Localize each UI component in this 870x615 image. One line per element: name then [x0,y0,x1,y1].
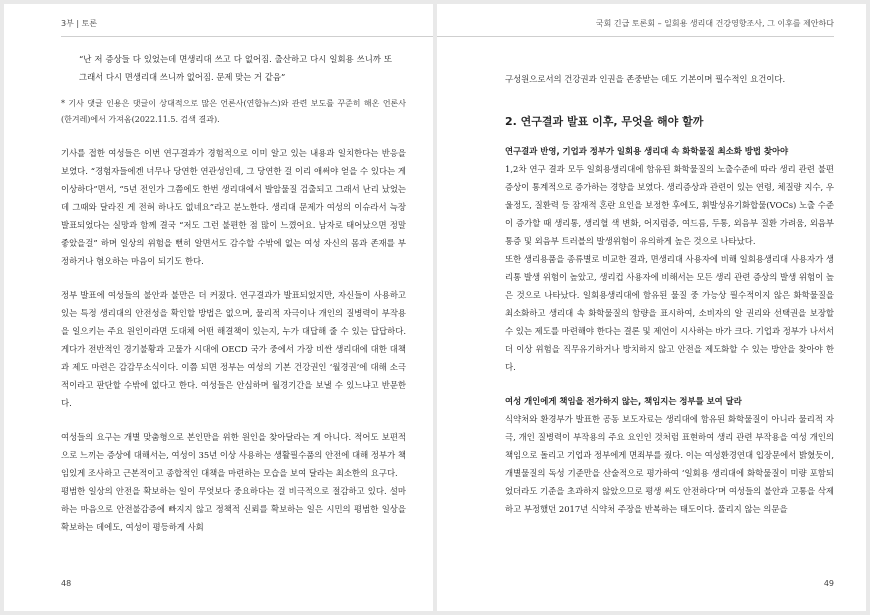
body-paragraph: 평범한 일상의 안전을 확보하는 일이 무엇보다 중요하다는 걸 비극적으로 절감하고 있다. 설마 하는 마음으로 안전불감증에 빠지지 않고 정책적 신뢰를 확보하는 일은 시민의 평범한 일상을 확보하는 데에도, 여성이 평등하게 사회 [61,486,406,532]
body-paragraph: 구성원으로서의 건강권과 인권을 존중받는 데도 기본이며 필수적인 요건이다. [505,74,786,84]
page-header: 3부 | 토론 [61,19,98,28]
body-paragraph: 정부 발표에 여성들의 불안과 불만은 더 커졌다. 연구결과가 발표되었지만, 자신들이 사용하고 있는 특정 생리대의 안전성을 확인할 방법은 없으며, 물리적 자극이나 개인의 질병력이 부작용을 일으키는 주요 원인이라면 도대체 어떤 해결책이 있는지, 누가 대답해 줄 수 있는 답답하다. 게다가 전반적인 경기불황과 고물가 시대에 OECD 국가 중에서 가장 비싼 생리대에 대한 대책과 제도 마련은 감감무소식이다. 이쯤 되면 정부는 여성의 기본 건강권인 ‘월경권’에 대해 소극적이라고 판단할 수밖에 없다고 한다. 여성들은 안심하며 월경기간을 보낼 수 있느냐고 반문한다. [61,290,406,408]
body-paragraph: 기사를 접한 여성들은 이번 연구결과가 경험적으로 이미 알고 있는 내용과 일치한다는 반응을 보였다. “경험자들에겐 너무나 당연한 연관성인데, 그 당연한 걸 이리 애써야 얻을 수 있다는 게 이상하다”면서, “5년 전인가 그쯤에도 한번 생리대에서 발암물질 검출되고 그래서 난리 났었는데 그때와 달라진 게 전혀 하나도 없네요”라고 분노한다. 생리대 문제가 여성의 이슈라서 늑장 발표되었다는 실망과 함께 결국 “저도 그런 불편한 점 많이 느꼈어요. 남자로 태어났으면 정말 좋았을걸” 하며 일상의 위험을 뻔히 알면서도 감수할 수밖에 없는 여성 자신의 몸과 존재를 부정하거나 혐오하는 마음이 되기도 한다. [61,148,406,266]
page-header: 국회 긴급 토론회 – 일회용 생리대 건강영향조사, 그 이후를 제안하다 [595,19,834,28]
body-paragraph: 1,2차 연구 결과 모두 일회용생리대에 함유된 화학물질의 노출수준에 따라 생리 관련 불편 증상이 통계적으로 증가하는 경향을 보였다. 생리증상과 관련이 있는 연령, 체질량 지수, 우울정도, 질환력 등 잠재적 혼란 요인을 보정한 후에도, 휘발성유기화합물(VOCs) 노출 수준이 증가할 때 생리통, 생리혈 색 변화, 어지럼증, 여드름, 두통, 외음부 질환 가려움, 외음부 통증 및 외음부 트러블의 발생위험이 유의하게 높은 것으로 나타났다. [505,164,834,246]
left-page [4,4,433,611]
body-paragraph: 여성들의 요구는 개별 맞춤형으로 본인만을 위한 원인을 찾아달라는 게 아니다. 적어도 보편적으로 느끼는 증상에 대해서는, 여성이 35년 이상 사용하는 생활필수품의 안전에 대해 정부가 책임있게 조사하고 근본적이고 종합적인 대책을 마련하는 모습을 보여 달라는 최소한의 요구다. [61,432,406,478]
quoted-comment: “난 저 증상들 다 있었는데 면생리대 쓰고 다 없어짐. 출산하고 다시 일회용 쓰니까 또 그래서 다시 면생리대 쓰니까 없어짐. 문제 맞는 거 같음” [79,54,392,82]
section-title: 2. 연구결과 발표 이후, 무엇을 해야 할까 [505,115,704,128]
right-page [437,4,866,611]
subsection-title: 여성 개인에게 책임을 전가하지 않는, 책임지는 정부를 보여 달라 [505,396,742,406]
page-number: 48 [61,579,72,588]
left-page-body [61,50,406,536]
footnote: * 기사 댓글 인용은 댓글이 상대적으로 많은 언론사(연합뉴스)와 관련 보도를 꾸준히 해온 언론사(한겨레)에서 가져옴(2022.11.5. 검색 결과). [61,99,406,124]
page-number: 49 [823,579,834,588]
header-divider [61,36,433,37]
right-page-body [505,70,834,518]
body-paragraph: 식약처와 환경부가 발표한 공동 보도자료는 생리대에 함유된 화학물질이 아니라 물리적 자극, 개인 질병력이 부작용의 주요 요인인 것처럼 표현하여 생리 관련 부작용을 여성 개인의 책임으로 돌리고 기업과 정부에게 면죄부를 줬다. 이는 여성환경연대 입장문에서 밝혔듯이, 개별물질의 독성 기준만을 산술적으로 평가하여 ‘일회용 생리대에 화학물질이 미량 포함되었더라도 기준을 초과하지 않았으므로 평생 써도 안전하다’며 여성들의 불안과 고통을 삭제하고 부정했던 2017년 식약처 주장을 반복하는 태도이다. 풀리지 않는 의문을 [505,414,834,514]
header-divider [437,36,834,37]
subsection-title: 연구결과 반영, 기업과 정부가 일회용 생리대 속 화학물질 최소화 방법 찾아야 [505,146,789,156]
body-paragraph: 또한 생리용품을 종류별로 비교한 결과, 면생리대 사용자에 비해 일회용생리대 사용자가 생리통 발생 위험이 높았고, 생리컵 사용자에 비해서는 모든 생리 관련 증상의 발생 위험이 높은 것으로 나타났다. 일회용생리대에 함유된 물질 중 가능상 필수적이지 않은 화학물질을 최소화하고 생리대 속 화학물질의 함량을 표시하여, 소비자의 알 권리와 선택권을 보장할 수 있는 제도를 마련해야 한다는 결론 및 제언이 시사하는 바가 크다. 기업과 정부가 나서서 더 이상 위험을 직무유기하거나 방치하지 않고 안전을 제도화할 수 있는 방안을 찾아야 한다. [505,254,834,372]
